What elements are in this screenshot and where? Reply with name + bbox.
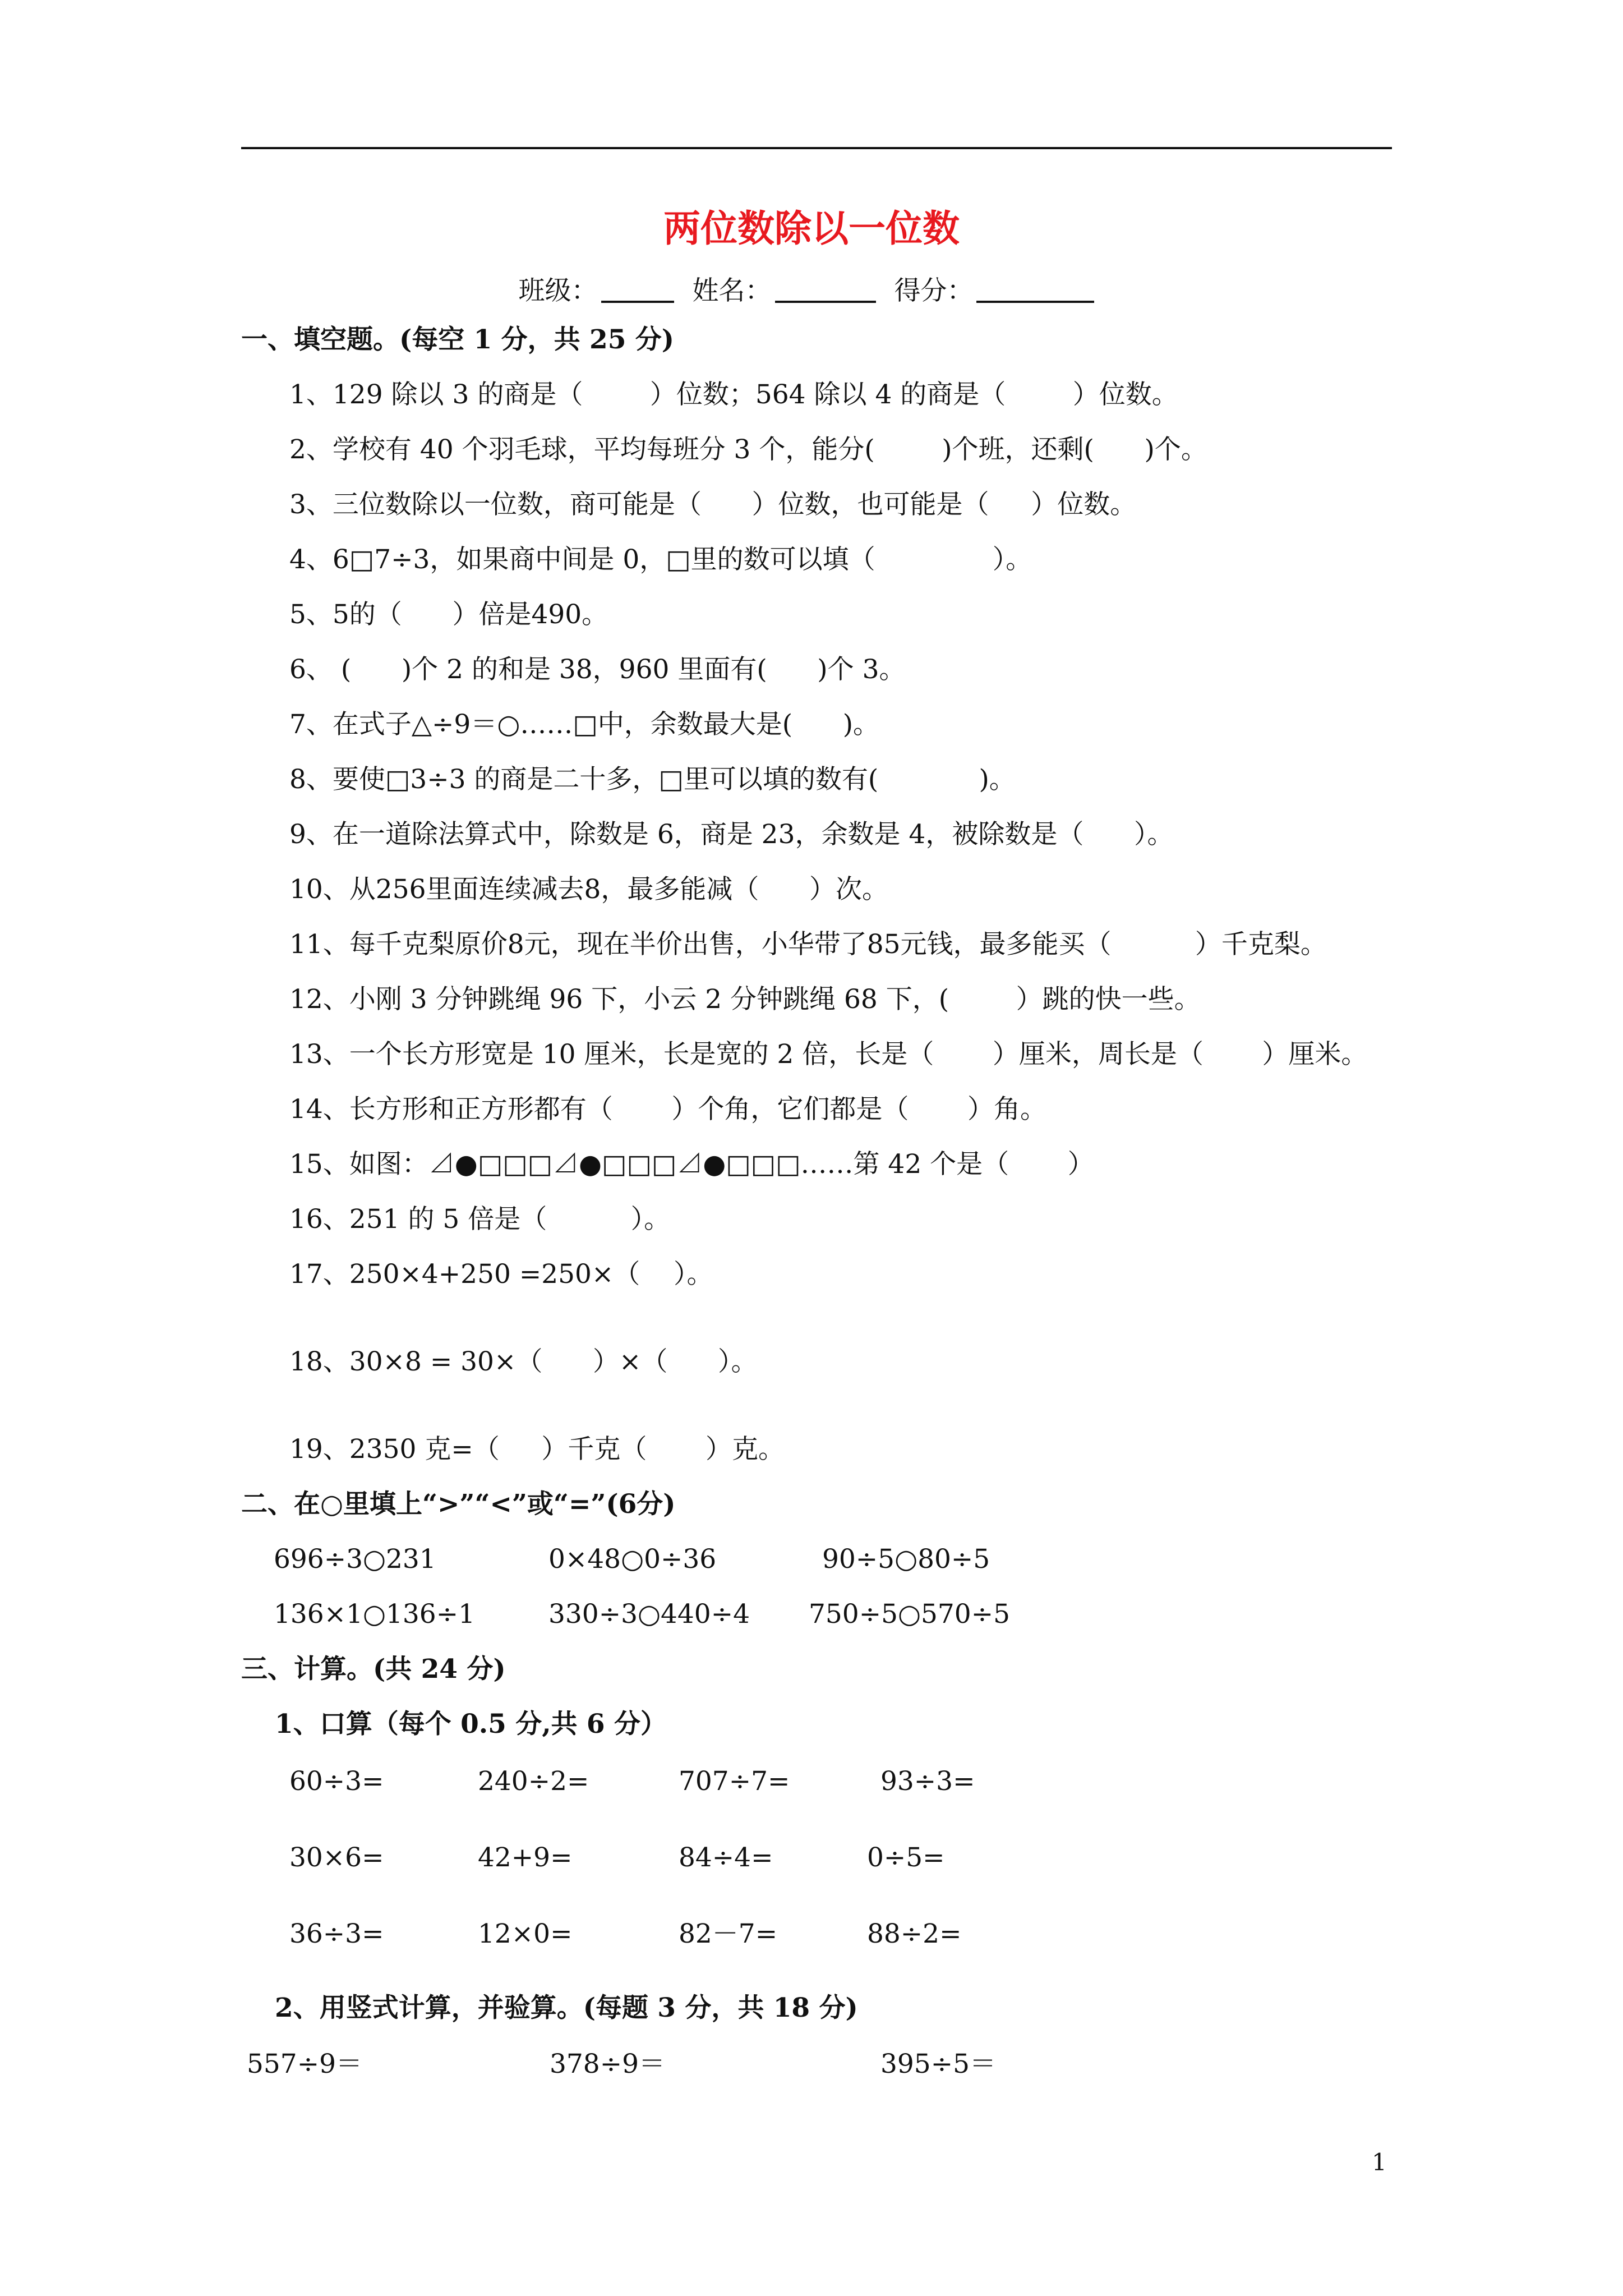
vertical-calc-item: 378÷9＝	[550, 2049, 665, 2079]
question-14: 14、长方形和正方形都有（ ）个角，它们都是（ ）角。	[289, 1094, 1046, 1125]
comparison-6: 750÷5○570÷5	[809, 1599, 1010, 1630]
comparison-4: 136×1○136÷1	[274, 1599, 475, 1630]
question-12: 12、小刚 3 分钟跳绳 96 下，小云 2 分钟跳绳 68 下，( ）跳的快一些。	[289, 984, 1201, 1015]
worksheet-title: 两位数除以一位数	[663, 206, 960, 250]
section3-heading: 三、计算。(共 24 分)	[241, 1654, 506, 1685]
question-5: 5、5的（ ）倍是490。	[289, 599, 608, 630]
vertical-calc-item: 557÷9＝	[247, 2049, 362, 2079]
vertical-calc-heading: 2、用竖式计算，并验算。(每题 3 分，共 18 分)	[275, 1993, 858, 2023]
score-blank[interactable]	[976, 273, 1094, 303]
question-9: 9、在一道除法算式中，除数是 6，商是 23，余数是 4，被除数是（ ）。	[289, 819, 1174, 850]
question-6: 6、 ( )个 2 的和是 38，960 里面有( )个 3。	[289, 654, 906, 685]
question-17: 17、250×4+250 =250×（ ）。	[289, 1259, 713, 1290]
oral-calc-item: 93÷3=	[880, 1766, 975, 1797]
oral-calc-item: 36÷3=	[289, 1918, 384, 1949]
question-1: 1、129 除以 3 的商是（ ）位数；564 除以 4 的商是（ ）位数。	[289, 379, 1178, 410]
question-13: 13、一个长方形宽是 10 厘米，长是宽的 2 倍，长是（ ）厘米，周长是（ ）厘米。	[289, 1039, 1368, 1070]
section1-heading: 一、填空题。(每空 1 分，共 25 分)	[241, 324, 675, 355]
oral-calc-item: 82－7=	[679, 1918, 778, 1949]
student-info-line	[0, 272, 1623, 311]
question-19: 19、2350 克=（ ）千克（ ）克。	[289, 1434, 785, 1465]
oral-calc-item: 707÷7=	[679, 1766, 790, 1797]
oral-calc-item: 12×0=	[478, 1918, 573, 1949]
oral-calc-item: 42+9=	[478, 1842, 573, 1873]
comparison-1: 696÷3○231	[274, 1544, 436, 1575]
question-16: 16、251 的 5 倍是（ ）。	[289, 1204, 671, 1235]
comparison-3: 90÷5○80÷5	[822, 1544, 990, 1575]
oral-calc-item: 30×6=	[289, 1842, 384, 1873]
name-label: 姓名：	[692, 275, 772, 306]
oral-calc-item: 0÷5=	[867, 1842, 945, 1873]
vertical-calc-item: 395÷5＝	[880, 2049, 996, 2079]
oral-calc-item: 60÷3=	[289, 1766, 384, 1797]
oral-calc-item: 240÷2=	[478, 1766, 589, 1797]
comparison-2: 0×48○0÷36	[548, 1544, 717, 1575]
section2-heading: 二、在○里填上“>”“<”或“=”(6分)	[241, 1489, 676, 1520]
question-18: 18、30×8 = 30×（ ）×（ ）。	[289, 1346, 758, 1377]
oral-calc-item: 88÷2=	[867, 1918, 962, 1949]
class-blank[interactable]	[601, 273, 674, 303]
question-4: 4、6□7÷3，如果商中间是 0，□里的数可以填（ ）。	[289, 544, 1032, 575]
question-8: 8、要使□3÷3 的商是二十多，□里可以填的数有( )。	[289, 764, 1016, 795]
class-label: 班级：	[518, 275, 598, 306]
oral-calc-heading: 1、口算（每个 0.5 分,共 6 分）	[275, 1709, 667, 1740]
page-number: 1	[1372, 2148, 1387, 2176]
question-7: 7、在式子△÷9＝○……□中，余数最大是( )。	[289, 709, 880, 740]
header-rule	[241, 147, 1392, 149]
question-15: 15、如图：⊿●□□□⊿●□□□⊿●□□□……第 42 个是（ ）	[289, 1149, 1094, 1180]
score-label: 得分：	[894, 275, 974, 306]
comparison-5: 330÷3○440÷4	[548, 1599, 750, 1630]
question-3: 3、三位数除以一位数，商可能是（ ）位数，也可能是（ ）位数。	[289, 489, 1137, 520]
question-2: 2、学校有 40 个羽毛球，平均每班分 3 个，能分( )个班，还剩( )个。	[289, 434, 1207, 465]
oral-calc-item: 84÷4=	[679, 1842, 773, 1873]
question-11: 11、每千克梨原价8元，现在半价出售，小华带了85元钱，最多能买（ ）千克梨。	[289, 929, 1327, 960]
question-10: 10、从256里面连续减去8，最多能减（ ）次。	[289, 874, 889, 905]
name-blank[interactable]	[775, 273, 876, 303]
